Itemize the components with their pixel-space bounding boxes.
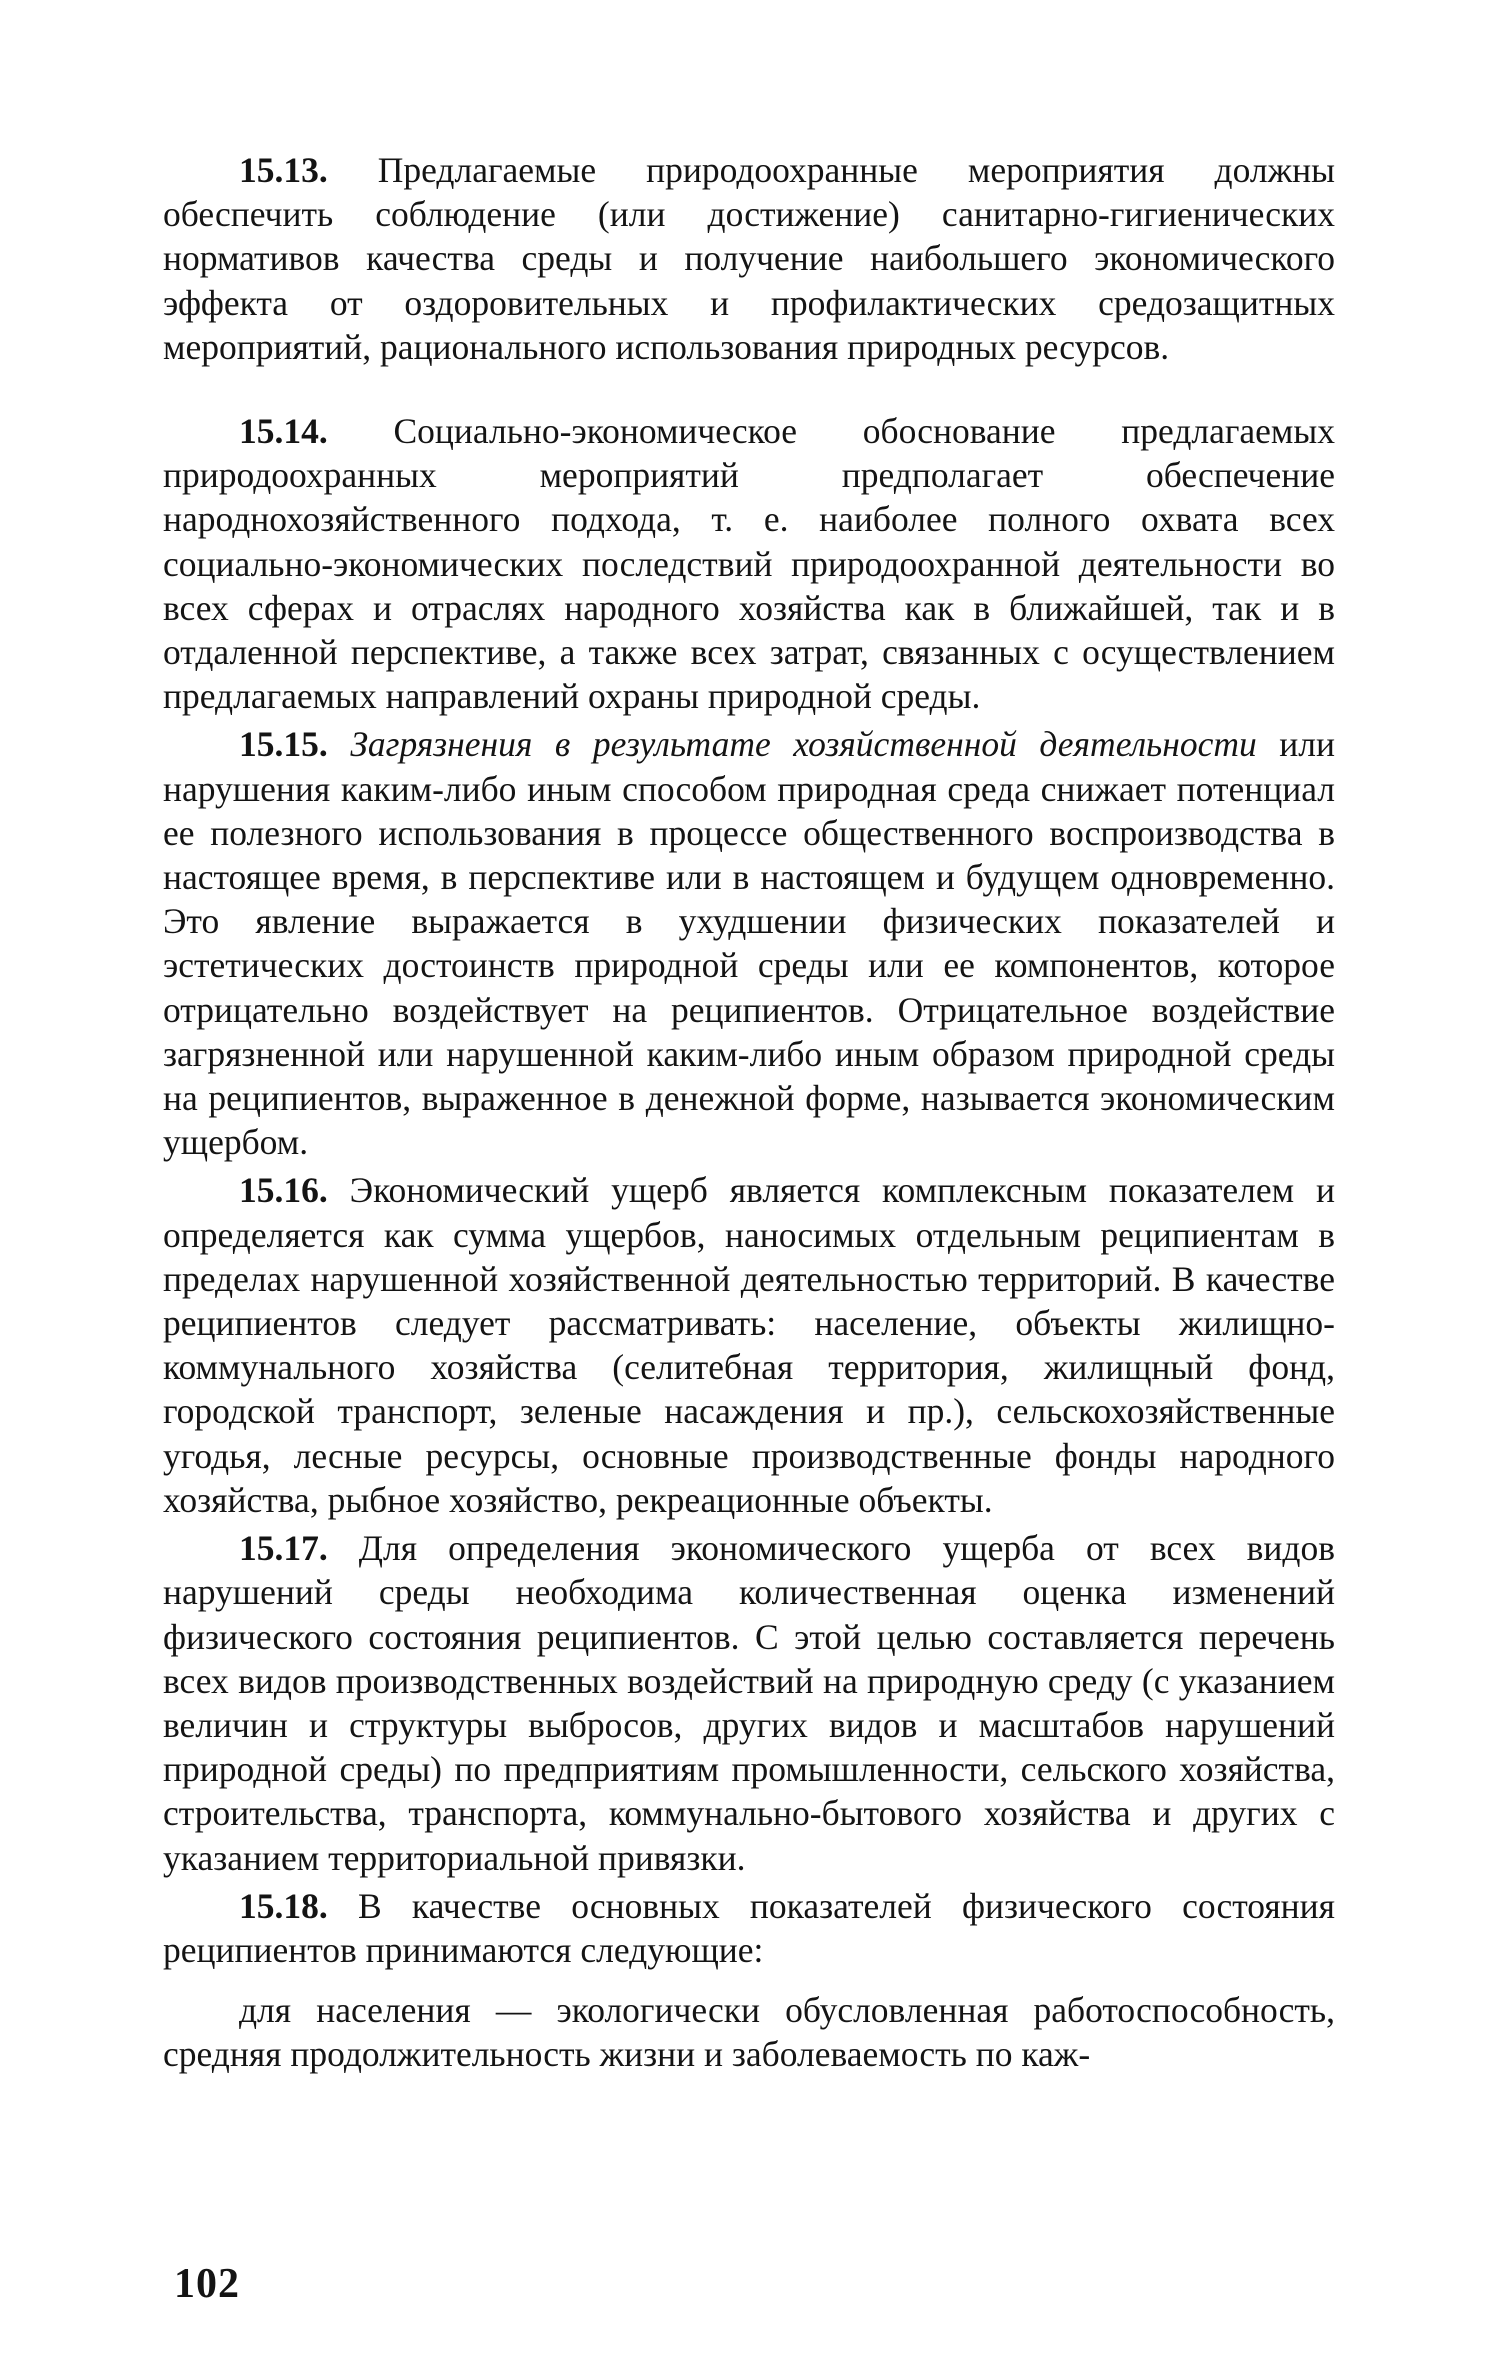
paragraph-text: Предлагаемые природоохранные мероприятия должны обеспечить соблюдение (или достижение) санитарно-гигиенических нормативов качества среды и получение наибольшего экономического эффекта от оздоровительных и профилактических средозащитных мероприятий, рационального использования природных ресурсов. bbox=[163, 150, 1335, 367]
paragraph-lead-italic: Загрязнения в результате хозяйственной деятельности bbox=[327, 724, 1257, 765]
paragraph-text: Для определения экономического ущерба от всех видов нарушений среды необходима количественная оценка изменений физического состояния реципиентов. С этой целью составляется перечень всех видов производственных воздействий на природную среду (с указанием величин и структуры выбросов, других видов и масштабов нарушений природной среды) по предприятиям промышленности, сельского хозяйства, строительства, транспорта, коммунально-бытового хозяйства и других с указанием территориальной привязки. bbox=[163, 1528, 1335, 1878]
clause-number: 15.13. bbox=[239, 150, 328, 190]
paragraph-15-17 bbox=[163, 1526, 1335, 1880]
page-body bbox=[163, 148, 1335, 2328]
paragraph-text: или нарушения каким-либо иным способом природная среда снижает потенциал ее полезного использования в процессе общественного воспроизводства в настоящее время, в перспективе или в настоящем и будущем одновременно. Это явление выражается в ухудшении физических показателей и эстетических достоинств природной среды или ее компонентов, которое отрицательно воздействует на реципиентов. Отрицательное воздействие загрязненной или нарушенной каким-либо иным образом природной среды на реципиентов, выраженное в денежной форме, называется экономическим ущербом. bbox=[163, 724, 1335, 1163]
paragraph-15-18 bbox=[163, 1884, 1335, 1972]
paragraph-text: Экономический ущерб является комплексным показателем и определяется как сумма ущербов, наносимых отдельным реципиентам в пределах нарушенной хозяйственной деятельностью территорий. В качестве реципиентов следует рассматривать: население, объекты жилищно-коммунального хозяйства (селитебная территория, жилищный фонд, городской транспорт, зеленые насаждения и пр.), сельскохозяйственные угодья, лесные ресурсы, основные производственные фонды народного хозяйства, рыбное хозяйство, рекреационные объекты. bbox=[163, 1170, 1335, 1520]
paragraph-text: Социально-экономическое обоснование предлагаемых природоохранных мероприятий предполагает обеспечение народнохозяйственного подхода, т. е. наиболее полного охвата всех социально-экономических последствий природоохранной деятельности во всех сферах и отраслях народного хозяйства как в ближайшей, так и в отдаленной перспективе, а также всех затрат, связанных с осуществлением предлагаемых направлений охраны природной среды. bbox=[163, 411, 1335, 717]
clause-number: 15.17. bbox=[239, 1528, 328, 1569]
clause-number: 15.15. bbox=[239, 724, 328, 765]
clause-number: 15.14. bbox=[239, 411, 328, 452]
paragraph-15-15 bbox=[163, 722, 1335, 1164]
page-number: 102 bbox=[174, 2261, 240, 2307]
paragraph-15-13 bbox=[163, 148, 1335, 369]
clause-number: 15.16. bbox=[239, 1170, 328, 1211]
paragraph-text: В качестве основных показателей физического состояния реципиентов принимаются следующие: bbox=[163, 1885, 1335, 1970]
paragraph-15-14 bbox=[163, 409, 1335, 718]
paragraph-text: для населения — экологически обусловленная работоспособность, средняя продолжительность жизни и заболеваемость по каж- bbox=[163, 1990, 1335, 2075]
clause-number: 15.18. bbox=[239, 1885, 328, 1926]
paragraph-15-16 bbox=[163, 1168, 1335, 1522]
paragraph-15-18-continuation bbox=[163, 1988, 1335, 2076]
